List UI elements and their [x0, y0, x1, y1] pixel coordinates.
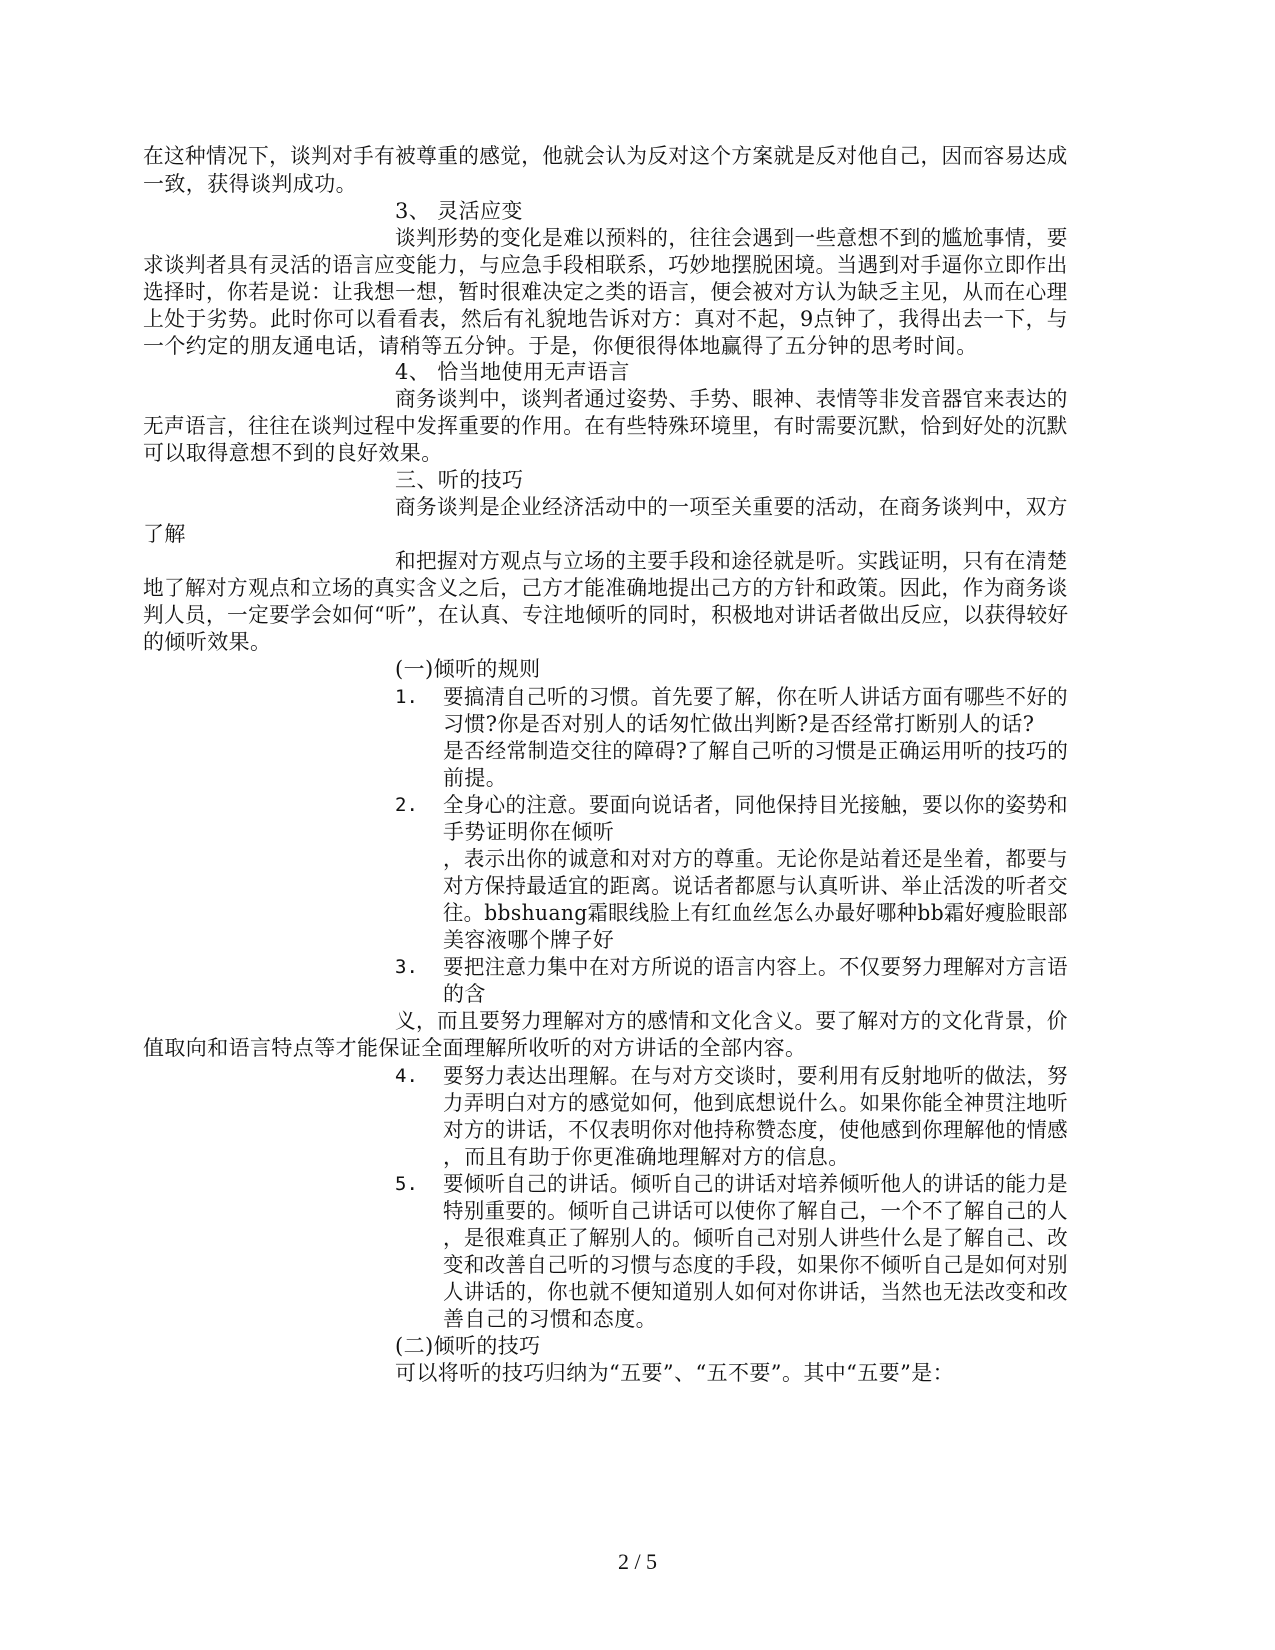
subsection-heading: (二)倾听的技巧	[395, 1334, 541, 1358]
text-line: 义，而且要努力理解对方的感情和文化含义。要了解对方的文化背景，价	[395, 1009, 1068, 1033]
text-line: 无声语言，往往在谈判过程中发挥重要的作用。在有些特殊环境里，有时需要沉默，恰到好处的沉默	[143, 414, 1068, 438]
list-item-text: 是否经常制造交往的障碍?了解自己听的习惯是正确运用听的技巧的	[443, 739, 1069, 763]
text-line: 的倾听效果。	[143, 630, 272, 654]
list-item-text: 要倾听自己的讲话。倾听自己的讲话对培养倾听他人的讲话的能力是	[443, 1172, 1068, 1196]
text-line: 商务谈判是企业经济活动中的一项至关重要的活动，在商务谈判中，双方	[395, 495, 1068, 519]
text-line: 可以取得意想不到的良好效果。	[143, 441, 443, 465]
list-number: 4.	[395, 1065, 418, 1087]
section-heading: 三、听的技巧	[395, 468, 524, 492]
list-item-text: 的含	[443, 982, 486, 1006]
text-line: 可以将听的技巧归纳为“五要”、“五不要”。其中“五要”是：	[395, 1361, 955, 1385]
list-number: 3.	[395, 956, 418, 978]
list-number: 5.	[395, 1173, 418, 1195]
list-item-text: 全身心的注意。要面向说话者，同他保持目光接触，要以你的姿势和	[443, 793, 1068, 817]
list-item-text: 要努力表达出理解。在与对方交谈时，要利用有反射地听的做法，努	[443, 1064, 1068, 1088]
list-item-text: 善自己的习惯和态度。	[443, 1307, 657, 1331]
list-item-text: 往。bbshuang霜眼线脸上有红血丝怎么办最好哪种bb霜好瘦脸眼部	[443, 901, 1068, 925]
list-item-text: 前提。	[443, 766, 508, 790]
list-item-text: 对方的讲话，不仅表明你对他持称赞态度，使他感到你理解他的情感	[443, 1118, 1068, 1142]
subsection-heading: (一)倾听的规则	[395, 657, 541, 681]
section-heading: 3、 灵活应变	[395, 199, 523, 223]
list-item-text: 要把注意力集中在对方所说的语言内容上。不仅要努力理解对方言语	[443, 955, 1068, 979]
list-item-text: ，而且有助于你更准确地理解对方的信息。	[443, 1145, 850, 1169]
list-item-text: 特别重要的。倾听自己讲话可以使你了解自己，一个不了解自己的人	[443, 1199, 1068, 1223]
page-number: 2 / 5	[617, 1549, 658, 1574]
list-item-text: 人讲话的，你也就不便知道别人如何对你讲话，当然也无法改变和改	[443, 1280, 1068, 1304]
text-line: 地了解对方观点和立场的真实含义之后，己方才能准确地提出己方的方针和政策。因此，作为商务谈	[143, 576, 1068, 600]
section-heading: 4、 恰当地使用无声语言	[395, 360, 630, 384]
text-line: 一个约定的朋友通电话，请稍等五分钟。于是，你便很得体地赢得了五分钟的思考时间。	[143, 334, 978, 358]
list-item-text: 对方保持最适宜的距离。说话者都愿与认真听讲、举止活泼的听者交	[443, 874, 1068, 898]
list-item-text: ，是很难真正了解别人的。倾听自己对别人讲些什么是了解自己、改	[443, 1226, 1068, 1250]
list-number: 1.	[395, 686, 418, 708]
list-item-text: 要搞清自己听的习惯。首先要了解，你在听人讲话方面有哪些不好的	[443, 685, 1068, 709]
text-line: 上处于劣势。此时你可以看看表，然后有礼貌地告诉对方：真对不起，9点钟了，我得出去一下，与	[143, 307, 1069, 331]
text-line: 商务谈判中，谈判者通过姿势、手势、眼神、表情等非发音器官来表达的	[395, 387, 1068, 411]
text-line: 了解	[143, 522, 186, 546]
list-item-text: 习惯?你是否对别人的话匆忙做出判断?是否经常打断别人的话?	[443, 712, 1035, 736]
list-item-text: ，表示出你的诚意和对对方的尊重。无论你是站着还是坐着，都要与	[443, 847, 1068, 871]
list-item-text: 手势证明你在倾听	[443, 820, 615, 844]
list-item-text: 力弄明白对方的感觉如何，他到底想说什么。如果你能全神贯注地听	[443, 1091, 1068, 1115]
text-line: 判人员，一定要学会如何“听”，在认真、专注地倾听的同时，积极地对讲话者做出反应，以获得较好	[143, 603, 1069, 627]
text-line: 求谈判者具有灵活的语言应变能力，与应急手段相联系，巧妙地摆脱困境。当遇到对手逼你立即作出	[143, 253, 1068, 277]
text-line: 在这种情况下，谈判对手有被尊重的感觉，他就会认为反对这个方案就是反对他自己，因而容易达成	[143, 144, 1068, 168]
text-line: 选择时，你若是说：让我想一想，暂时很难决定之类的语言，便会被对方认为缺乏主见，从而在心理	[143, 280, 1068, 304]
text-line: 一致，获得谈判成功。	[143, 172, 357, 196]
text-line: 和把握对方观点与立场的主要手段和途径就是听。实践证明，只有在清楚	[395, 549, 1068, 573]
list-number: 2.	[395, 794, 418, 816]
text-line: 谈判形势的变化是难以预料的，往往会遇到一些意想不到的尴尬事情，要	[395, 226, 1068, 250]
list-item-text: 美容液哪个牌子好	[443, 928, 615, 952]
list-item-text: 变和改善自己听的习惯与态度的手段，如果你不倾听自己是如何对别	[443, 1253, 1068, 1277]
text-line: 值取向和语言特点等才能保证全面理解所收听的对方讲话的全部内容。	[143, 1036, 807, 1060]
